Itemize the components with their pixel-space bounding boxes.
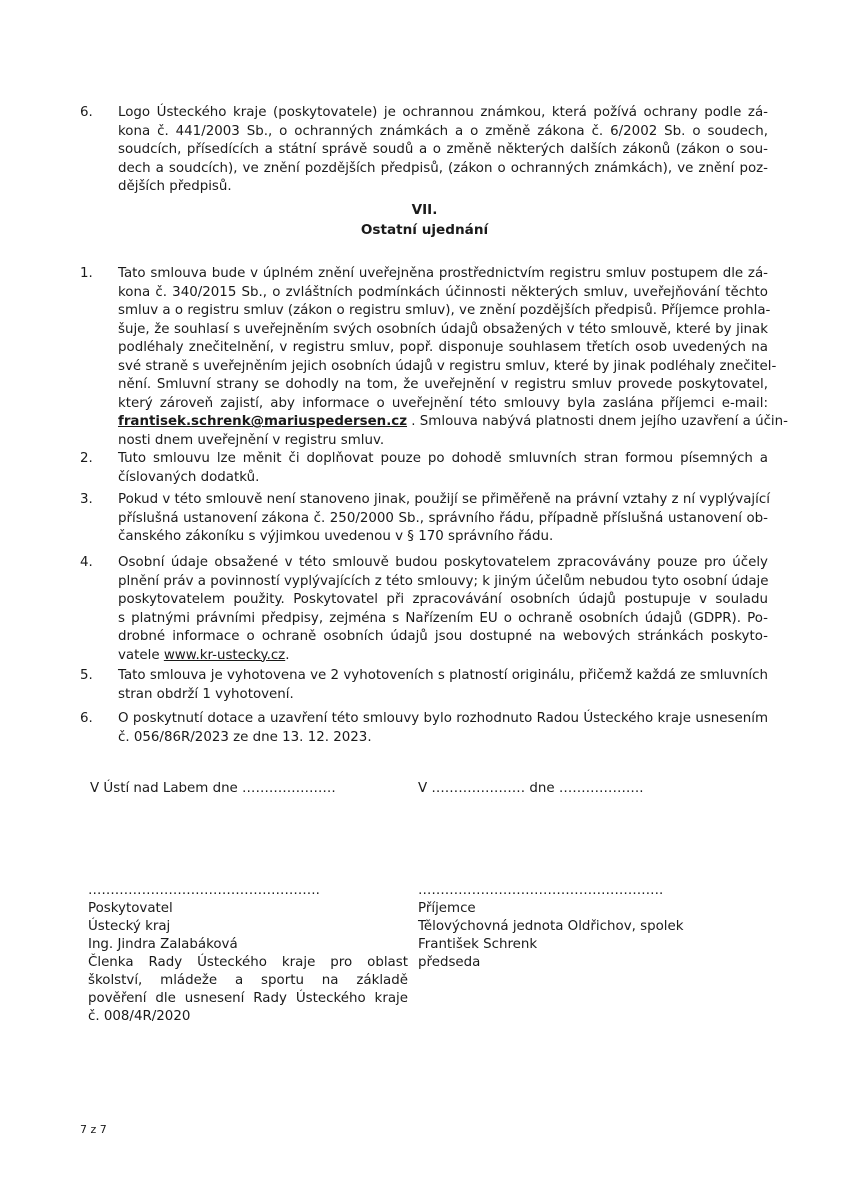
signatory-name: František Schrenk	[418, 937, 538, 952]
text-line: kona č. 340/2015 Sb., o zvláštních podmínkách účinnosti některých smluv, uveřejňování těchto	[118, 284, 768, 300]
signature-block-recipient	[418, 882, 738, 972]
text-line: který zároveň zajistí, aby informace o uveřejnění této smlouvy byla zaslána příjemci e-mail:	[118, 395, 768, 411]
signature-dotted-line: ……………………………………………….	[418, 883, 664, 898]
text-line: Pokud v této smlouvě není stanoveno jinak, použijí se přiměřeně na právní vztahy z ní vyplývající	[118, 492, 770, 507]
page-number: 7 z 7	[80, 1123, 107, 1136]
party-role: Příjemce	[418, 901, 476, 916]
text-fragment: vatele	[118, 647, 164, 663]
paragraph-registry	[118, 265, 788, 450]
text-line: školství, mládeže a sportu na základě	[88, 973, 408, 988]
item-number: 4.	[80, 555, 93, 570]
text-fragment: . Smlouva nabývá platnosti dnem jejího uzavření a účin-	[407, 414, 788, 429]
text-line: smluv a o registru smluv (zákon o registru smluv), ve znění pozdějších předpisů. Příjemce prohla-	[118, 303, 771, 318]
section-title: Ostatní ujednání	[360, 222, 489, 238]
email-link[interactable]: frantisek.schrenk@mariuspedersen.cz	[118, 414, 408, 429]
text-line: Tuto smlouvu lze měnit či doplňovat pouze po dohodě smluvních stran formou písemných a	[118, 451, 768, 466]
text-line: č. 008/4R/2020	[88, 1009, 191, 1024]
party-name: Ústecký kraj	[88, 919, 171, 934]
item-number: 6.	[80, 105, 93, 120]
text-line: Logo Ústeckého kraje (poskytovatele) je ochrannou známkou, která požívá ochrany podle zá-	[118, 105, 768, 120]
text-line: soudcích, přísedících a státní správě soudů a o změně některých dalších zákonů (zákon o sou-	[118, 142, 768, 157]
item-number: 3.	[80, 492, 93, 507]
text-line: plnění práv a povinností vyplývajících z této smlouvy; k jiným účelům nebudou tyto osobní údaje	[118, 573, 769, 589]
signatory-name: Ing. Jindra Zalabáková	[88, 937, 238, 952]
paragraph-trademark	[118, 104, 768, 197]
text-line: čanského zákoníku s výjimkou uvedenou v § 170 správního řádu.	[118, 529, 554, 544]
text-fragment: .	[285, 647, 290, 663]
text-line: nosti dnem uveřejnění v registru smluv.	[118, 432, 385, 448]
text-line: O poskytnutí dotace a uzavření této smlouvy bylo rozhodnuto Radou Ústeckého kraje usnesením	[118, 711, 768, 726]
text-line: dech a soudcích), ve znění pozdějších předpisů, (zákon o ochranných známkách), ve znění poz-	[118, 160, 768, 176]
paragraph-resolution	[118, 710, 768, 747]
text-line: pověření dle usnesení Rady Ústeckého kraje	[88, 991, 408, 1006]
text-line: nění. Smluvní strany se dohodly na tom, že uveřejnění v registru smluv provede poskytovatel,	[118, 377, 768, 392]
text-line: své straně s uveřejněním jejich osobních údajů v registru smluv, které by jinak podléhaly znečitel-	[118, 358, 777, 374]
text-line: dějších předpisů.	[118, 179, 232, 194]
text-line: šuje, že souhlasí s uveřejněním svých osobních údajů obsažených v této smlouvě, které by jinak	[118, 321, 768, 337]
paragraph-legal-relations	[118, 491, 768, 547]
section-number: VII.	[411, 202, 438, 218]
party-name: Tělovýchovná jednota Oldřichov, spolek	[418, 919, 684, 934]
signature-dotted-line: …………………………………………….	[88, 883, 320, 898]
text-line: drobné informace o ochraně osobních údajů jsou dostupné na webových stránkách poskyto-	[118, 629, 768, 644]
text-line: podléhaly znečitelnění, v registru smluv, popř. disponuje souhlasem třetích osob uvedených na	[118, 340, 768, 355]
place-date-right: V ………………… dne ……………….	[418, 781, 644, 796]
paragraph-copies	[118, 667, 768, 704]
text-line-with-email	[118, 413, 788, 432]
signatory-role: předseda	[418, 955, 481, 970]
item-number: 1.	[80, 266, 93, 281]
website-link[interactable]: www.kr-ustecky.cz	[163, 647, 286, 663]
text-line: Členka Rady Ústeckého kraje pro oblast	[88, 955, 408, 970]
item-number: 6.	[80, 711, 93, 726]
text-line: číslovaných dodatků.	[118, 469, 260, 485]
place-date-left: V Ústí nad Labem dne …………………	[90, 781, 336, 796]
text-line: Osobní údaje obsažené v této smlouvě budou poskytovatelem zpracovávány pouze pro účely	[118, 555, 768, 570]
signature-block-provider	[88, 882, 408, 1026]
text-line: stran obdrží 1 vyhotovení.	[118, 686, 294, 702]
paragraph-amendments	[118, 450, 768, 487]
paragraph-personal-data	[118, 554, 768, 665]
text-line-with-link	[118, 647, 768, 666]
text-line: č. 056/86R/2023 ze dne 13. 12. 2023.	[118, 729, 372, 745]
text-line: Tato smlouva je vyhotovena ve 2 vyhotoveních s platností originálu, přičemž každá ze smluvních	[118, 668, 768, 683]
signatory-role	[88, 954, 408, 1026]
text-line: kona č. 441/2003 Sb., o ochranných známkách a o změně zákona č. 6/2002 Sb. o soudech,	[118, 123, 768, 139]
text-line: poskytovatelem použity. Poskytovatel při zpracovávání osobních údajů postupuje v souladu	[118, 592, 768, 607]
text-line: s platnými právními předpisy, zejména s Nařízením EU o ochraně osobních údajů (GDPR). Po-	[118, 610, 768, 626]
party-role: Poskytovatel	[88, 901, 173, 916]
text-line: příslušná ustanovení zákona č. 250/2000 Sb., správního řádu, případně příslušná ustanovení ob-	[118, 510, 768, 526]
item-number: 5.	[80, 668, 93, 683]
item-number: 2.	[80, 451, 93, 466]
text-line: Tato smlouva bude v úplném znění uveřejněna prostřednictvím registru smluv postupem dle zá-	[118, 266, 768, 281]
